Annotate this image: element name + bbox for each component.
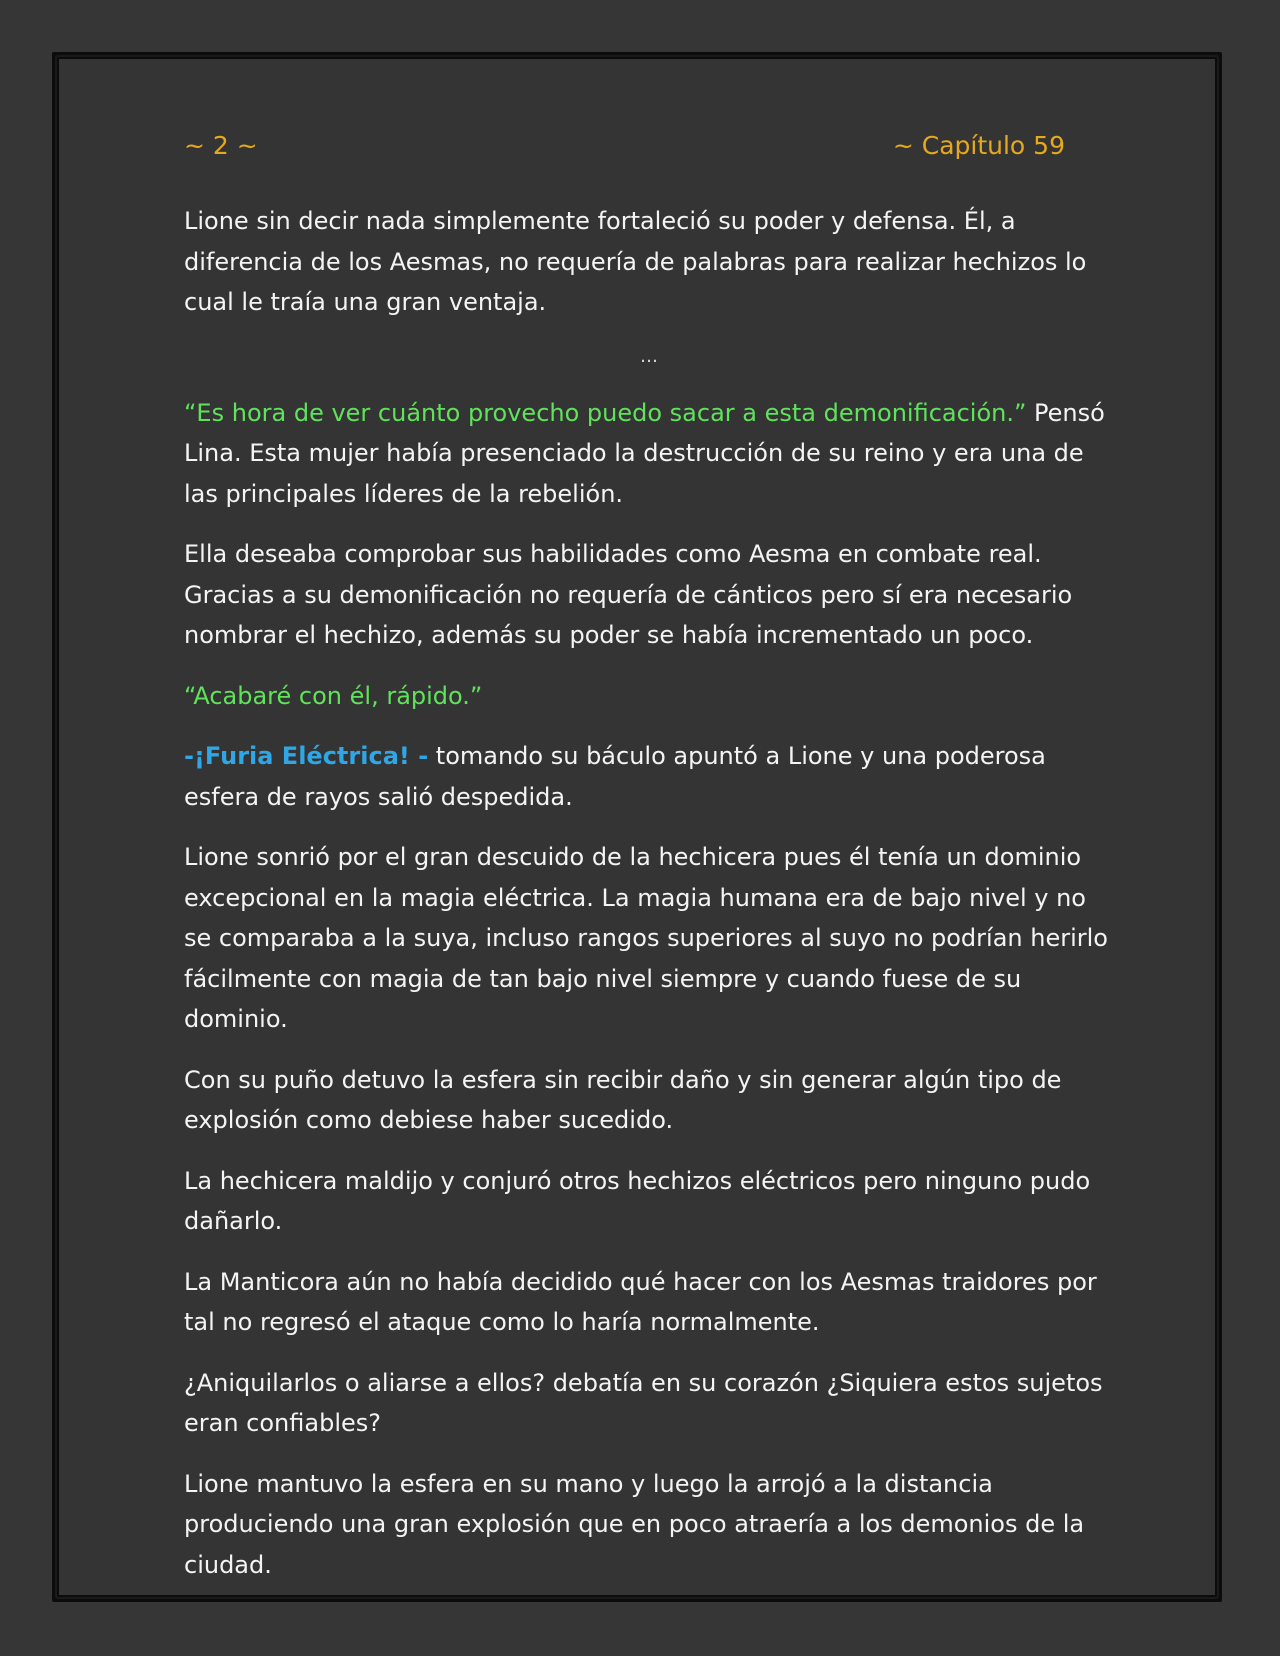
paragraph-2 — [184, 393, 1114, 515]
paragraph-2-text: Pensó Lina. Esta mujer había presenciado la destrucción de su reino y era una de las principales líderes de la rebelión. — [184, 398, 1105, 508]
chapter-title: ~ Capítulo 59 — [892, 131, 1065, 160]
paragraph-10: ¿Aniquilarlos o aliarse a ellos? debatía en su corazón ¿Siquiera estos sujetos eran confiables? — [184, 1368, 1103, 1437]
paragraph-8: La hechicera maldijo y conjuró otros hechizos eléctricos pero ninguno pudo dañarlo. — [184, 1166, 1091, 1235]
scene-separator: … — [640, 345, 658, 367]
paragraph-1: Lione sin decir nada simplemente fortaleció su poder y defensa. Él, a diferencia de los Aesmas, no requería de palabras para realizar hechizos lo cual le traía una gran ventaja. — [184, 207, 1087, 316]
paragraph-5 — [184, 736, 1114, 817]
paragraph-6: Lione sonrió por el gran descuido de la hechicera pues él tenía un dominio excepcional en la magia eléctrica. La magia humana era de bajo nivel y no se comparaba a la suya, incluso rangos superiores al suyo no podrían herirlo fácilmente con magia de tan bajo nivel siempre y cuando fuese de su dominio. — [184, 843, 1108, 1033]
paragraph-5-text: tomando su báculo apuntó a Lione y una poderosa esfera de rayos salió despedida. — [184, 742, 1046, 811]
paragraph-11: Lione mantuvo la esfera en su mano y luego la arrojó a la distancia produciendo una gran explosión que en poco atraería a los demonios de la ciudad. — [184, 1469, 1085, 1579]
page-number: ~ 2 ~ — [184, 131, 258, 160]
spell-name: -¡Furia Eléctrica! - — [184, 742, 429, 770]
paragraph-9: La Manticora aún no había decidido qué hacer con los Aesmas traidores por tal no regresó el ataque como lo haría normalmente. — [184, 1267, 1097, 1336]
thought-lina: “Es hora de ver cuánto provecho puedo sacar a esta demonificación.” — [184, 398, 1027, 427]
paragraph-3: Ella deseaba comprobar sus habilidades como Aesma en combate real. Gracias a su demonificación no requería de cánticos pero sí era necesario nombrar el hechizo, además su poder se había incrementado un poco. — [184, 540, 1073, 649]
page-frame — [52, 52, 1222, 1602]
thought-acabare: “Acabaré con él, rápido.” — [184, 681, 483, 710]
page-header — [184, 131, 1065, 171]
story-text — [184, 201, 1114, 1605]
paragraph-7: Con su puño detuvo la esfera sin recibir daño y sin generar algún tipo de explosión como debiese haber sucedido. — [184, 1065, 1062, 1134]
